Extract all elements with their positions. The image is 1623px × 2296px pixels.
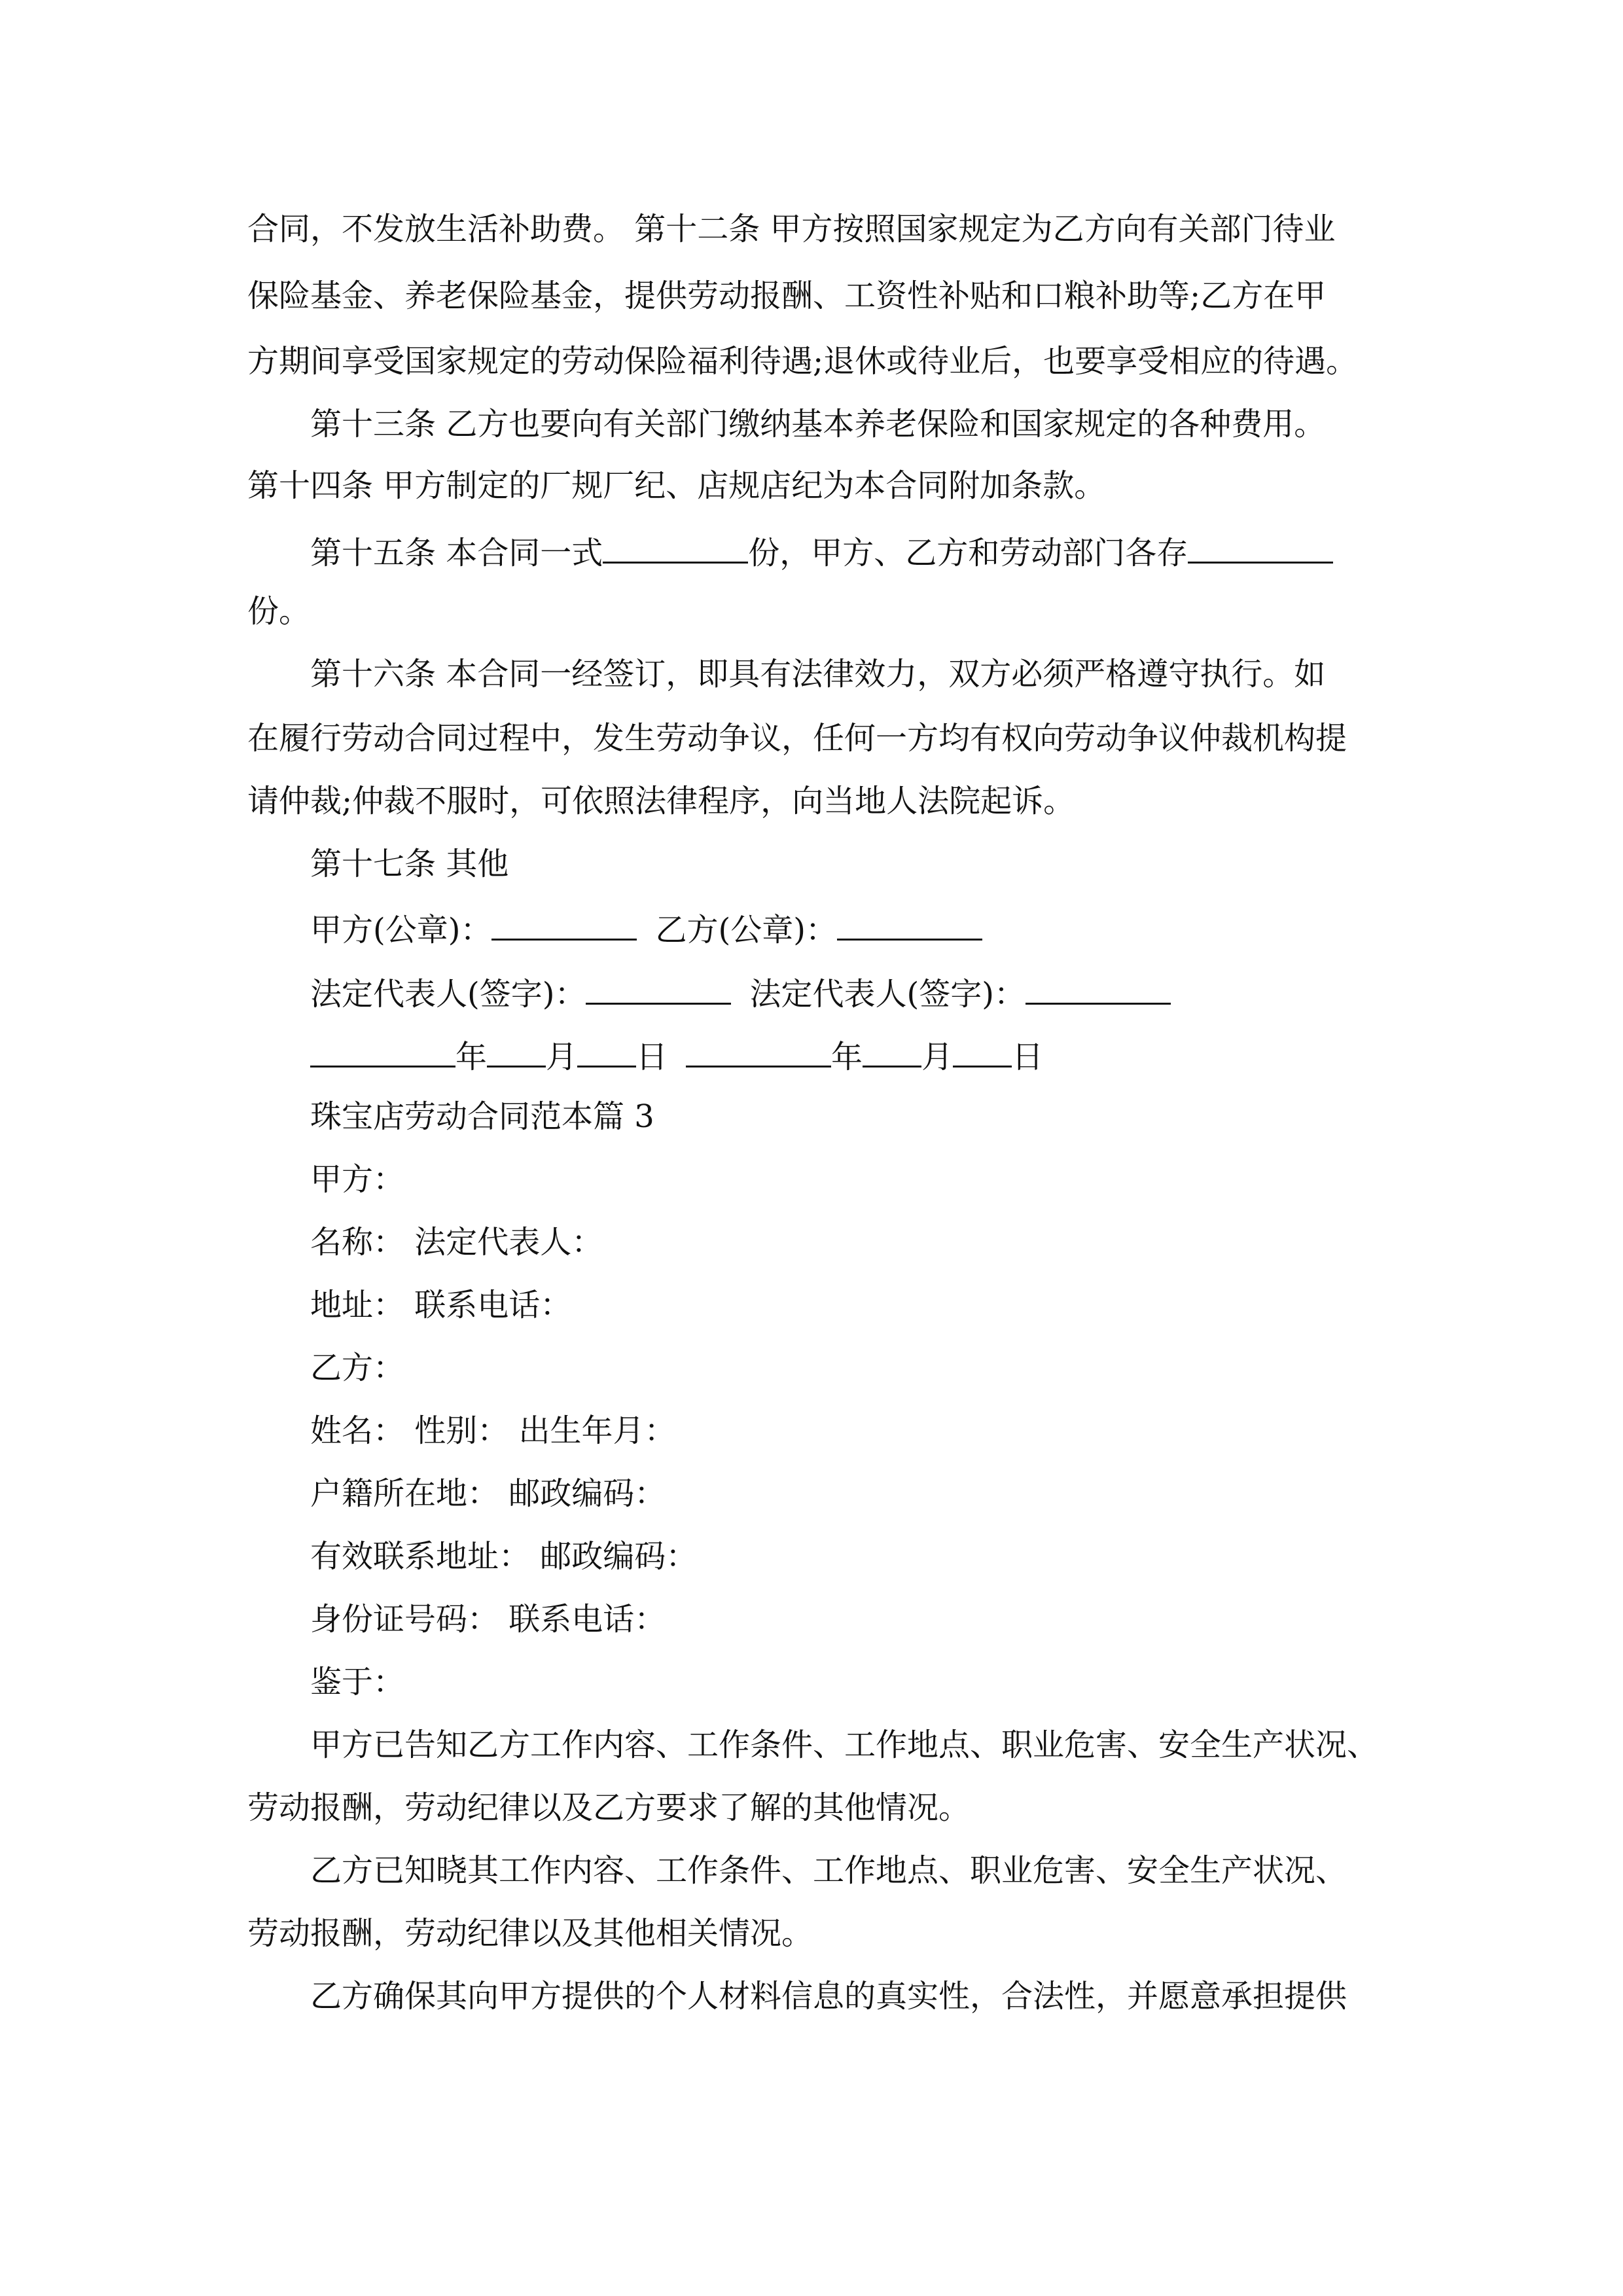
text-line: 份。 [247, 593, 311, 630]
party-b-seal-blank[interactable] [837, 906, 982, 941]
clause-14: 第十四条 甲方制定的厂规厂纪、店规店纪为本合同附加条款。 [247, 467, 1106, 504]
party-b-month-blank[interactable] [863, 1033, 921, 1067]
month-label: 月 [921, 1039, 954, 1075]
party-a-year-blank[interactable] [310, 1033, 455, 1067]
date-line [310, 1033, 1462, 1075]
party-b-year-blank[interactable] [686, 1033, 831, 1067]
party-b-household-field: 户籍所在地： 邮政编码： [310, 1475, 666, 1512]
text-line: 合同，不发放生活补助费。 第十二条 甲方按照国家规定为乙方向有关部门待业 [247, 211, 1336, 247]
text-line: 甲方已告知乙方工作内容、工作条件、工作地点、职业危害、安全生产状况、 [310, 1727, 1379, 1763]
text-line: 保险基金、养老保险基金，提供劳动报酬、工资性补贴和口粮补助等;乙方在甲 [247, 278, 1327, 314]
clause-16: 第十六条 本合同一经签订，即具有法律效力，双方必须严格遵守执行。如 [310, 656, 1326, 692]
section-title: 珠宝店劳动合同范本篇 3 [310, 1098, 654, 1135]
party-b-seal-label: 乙方(公章)： [655, 912, 837, 948]
month-label: 月 [546, 1039, 578, 1075]
party-a-seal-label: 甲方(公章)： [310, 912, 492, 948]
party-a-address-field: 地址： 联系电话： [310, 1287, 572, 1323]
party-b-rep-blank[interactable] [1026, 970, 1171, 1005]
clause-13: 第十三条 乙方也要向有关部门缴纳基本养老保险和国家规定的各种费用。 [310, 406, 1326, 442]
party-b-id-field: 身份证号码： 联系电话： [310, 1601, 666, 1638]
clause-17: 第十七条 其他 [310, 846, 509, 882]
text-line: 劳动报酬，劳动纪律以及其他相关情况。 [247, 1915, 813, 1952]
text-line: 请仲裁;仲裁不服时，可依照法律程序，向当地人法院起诉。 [247, 783, 1075, 819]
clause-15-text-b: 份，甲方、乙方和劳动部门各存 [748, 535, 1188, 571]
party-a-day-blank[interactable] [577, 1033, 636, 1067]
party-a-name-field: 名称： 法定代表人： [310, 1224, 603, 1261]
party-a-month-blank[interactable] [487, 1033, 546, 1067]
year-label: 年 [831, 1039, 863, 1075]
clause-15-text-a: 第十五条 本合同一式 [310, 535, 603, 571]
party-a-seal-blank[interactable] [491, 906, 637, 941]
copies-each-blank[interactable] [1188, 529, 1333, 564]
party-b-heading: 乙方： [310, 1350, 405, 1386]
day-label: 日 [636, 1039, 668, 1075]
party-b-address-field: 有效联系地址： 邮政编码： [310, 1538, 698, 1575]
signature-line [310, 970, 1462, 1012]
party-a-rep-blank[interactable] [586, 970, 731, 1005]
party-b-day-blank[interactable] [953, 1033, 1012, 1067]
whereas-heading: 鉴于： [310, 1664, 405, 1700]
text-line: 在履行劳动合同过程中，发生劳动争议，任何一方均有权向劳动争议仲裁机构提 [247, 720, 1347, 757]
year-label: 年 [455, 1039, 488, 1075]
text-line: 乙方确保其向甲方提供的个人材料信息的真实性，合法性，并愿意承担提供 [310, 1978, 1347, 2015]
party-a-heading: 甲方： [310, 1161, 405, 1198]
day-label: 日 [1012, 1039, 1044, 1075]
party-b-name-field: 姓名： 性别： 出生年月： [310, 1412, 676, 1449]
clause-15 [310, 529, 1462, 571]
text-line: 乙方已知晓其工作内容、工作条件、工作地点、职业危害、安全生产状况、 [310, 1852, 1347, 1889]
party-a-rep-label: 法定代表人(签字)： [310, 976, 586, 1013]
seal-line [310, 906, 1462, 948]
copies-blank[interactable] [603, 529, 748, 564]
party-b-rep-label: 法定代表人(签字)： [749, 976, 1026, 1013]
text-line: 方期间享受国家规定的劳动保险福利待遇;退休或待业后，也要享受相应的待遇。 [247, 343, 1358, 380]
text-line: 劳动报酬，劳动纪律以及乙方要求了解的其他情况。 [247, 1789, 971, 1826]
